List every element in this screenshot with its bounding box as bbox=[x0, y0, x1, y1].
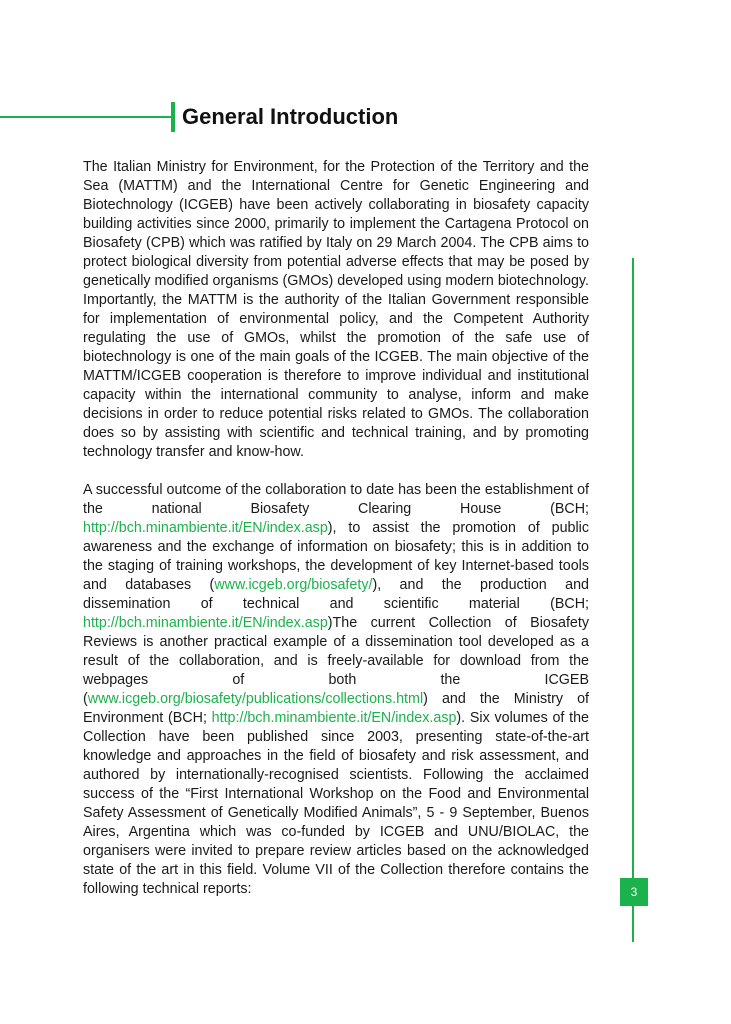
bch-link[interactable]: http://bch.minambiente.it/EN/index.asp bbox=[83, 615, 328, 631]
page-number: 3 bbox=[620, 878, 648, 906]
heading-rule-left bbox=[0, 116, 172, 118]
paragraph-text: A successful outcome of the collaboration to date has been the establishment of the national Biosafety Clearing House (BCH; bbox=[83, 482, 589, 517]
icgeb-collections-link[interactable]: www.icgeb.org/biosafety/publications/collections.html bbox=[87, 691, 424, 707]
heading-accent-bar bbox=[171, 102, 175, 132]
body-text bbox=[83, 158, 589, 899]
paragraph-outcome bbox=[83, 481, 589, 899]
paragraph-intro: The Italian Ministry for Environment, for the Protection of the Territory and the Sea (MATTM) and the International Centre for Genetic Engineering and Biotechnology (ICGEB) have been actively collaborating in biosafety capacity building activities since 2000, primarily to implement the Cartagena Protocol on Biosafety (CPB) which was ratified by Italy on 29 March 2004. The CPB aims to protect biological diversity from potential adverse effects that may be posed by genetically modified organisms (GMOs) developed using modern biotechnology. Importantly, the MATTM is the authority of the Italian Government responsible for implementation of environmental policy, and the Competent Authority regulating the use of GMOs, whilst the promotion of the safe use of biotechnology is one of the main goals of the ICGEB. The main objective of the MATTM/ICGEB cooperation is therefore to improve individual and institutional capacity within the international community to analyse, inform and make decisions in order to reduce potential risks related to GMOs. The collaboration does so by assisting with scientific and technical training, and by promoting technology transfer and know-how. bbox=[83, 159, 589, 460]
icgeb-biosafety-link[interactable]: www.icgeb.org/biosafety/ bbox=[214, 577, 373, 593]
paragraph-text: ), to assist the promotion of public awareness and the exchange of information on biosafety; this is in addition to the staging of training workshops, the development of key Internet-based tools and databases ( bbox=[83, 520, 589, 593]
bch-link[interactable]: http://bch.minambiente.it/EN/index.asp bbox=[83, 520, 328, 536]
paragraph-text: )The current Collection of Biosafety Reviews is another practical example of a dissemination tool developed as a result of the collaboration, and is freely-available for download from the webpages of both the ICGEB ( bbox=[83, 615, 589, 707]
paragraph-text: ) and the Ministry of Environment (BCH; bbox=[83, 691, 589, 726]
bch-link[interactable]: http://bch.minambiente.it/EN/index.asp bbox=[211, 710, 457, 726]
margin-rule-bottom bbox=[632, 906, 634, 942]
margin-rule-top bbox=[632, 258, 634, 878]
page-title: General Introduction bbox=[182, 104, 399, 129]
paragraph-text: ), and the production and dissemination of technical and scientific material (BCH; bbox=[83, 577, 589, 612]
paragraph-text: ). Six volumes of the Collection have been published since 2003, presenting state-of-the-art knowledge and approaches in the field of biosafety and risk assessment, and authored by internationally-recognised scientists. Following the acclaimed success of the “First International Workshop on the Food and Environmental Safety Assessment of Genetically Modified Animals”, 5 - 9 September, Buenos Aires, Argentina which was co-funded by ICGEB and UNU/BIOLAC, the organisers were invited to prepare review articles based on the acknowledged state of the art in this field. Volume VII of the Collection therefore contains the following technical reports: bbox=[83, 710, 589, 897]
